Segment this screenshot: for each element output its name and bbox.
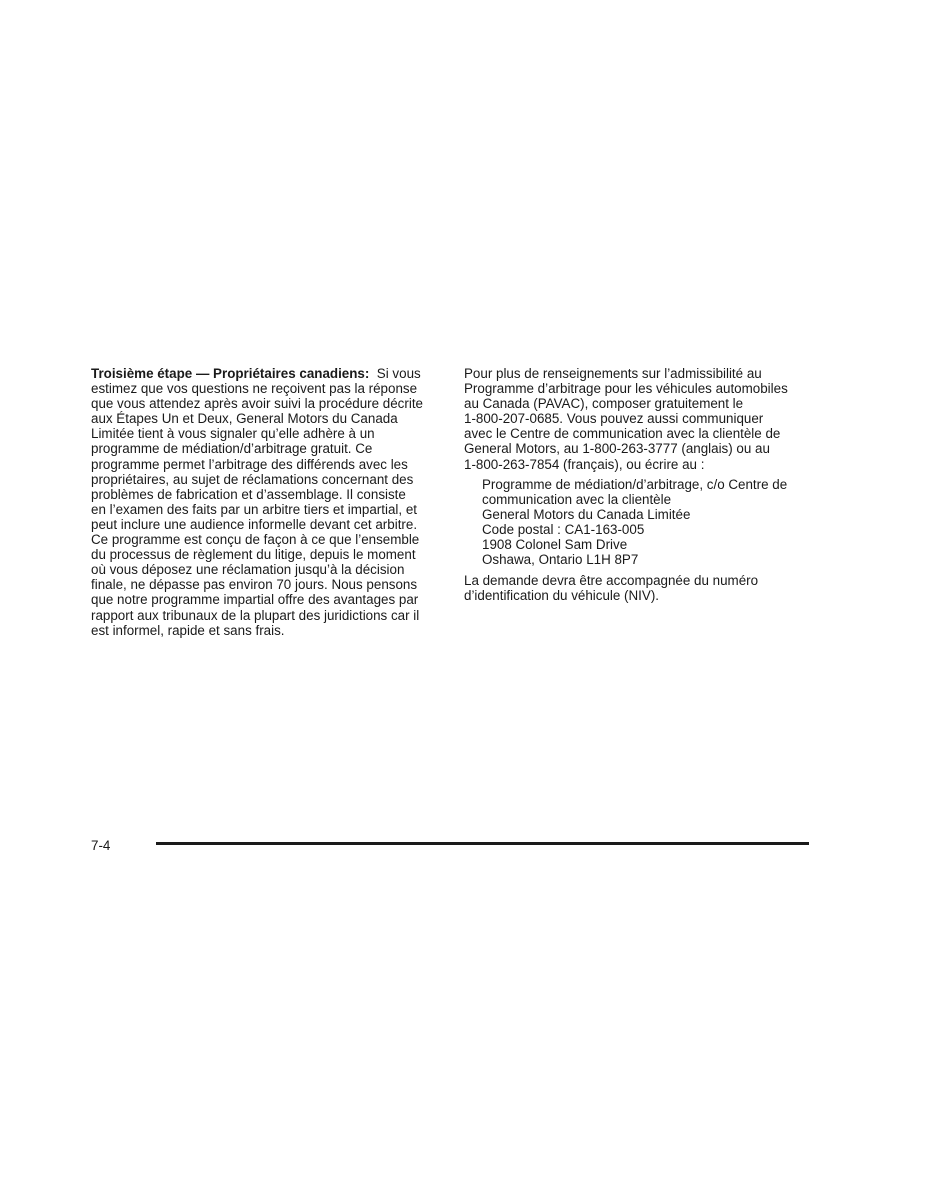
address-line: communication avec la clientèle [482, 491, 672, 507]
page-number: 7-4 [91, 838, 111, 853]
body-line: peut inclure une audience informelle devant cet arbitre. [91, 516, 418, 532]
closing-paragraph [464, 573, 809, 603]
address-line: 1908 Colonel Sam Drive [482, 537, 628, 553]
body-line: Limitée tient à vous signaler qu’elle adhère à un [91, 426, 375, 442]
body-line: problèmes de fabrication et d’assemblage. Il consiste [91, 486, 406, 502]
phone-line: 1-800-207-0685. Vous pouvez aussi communiquer [464, 411, 764, 427]
right-column [464, 366, 809, 603]
body-line: rapport aux tribunaux de la plupart des juridictions car il [91, 607, 420, 623]
body-line: finale, ne dépasse pas environ 70 jours. Nous pensons [91, 577, 418, 593]
body-line: propriétaires, au sujet de réclamations concernant des [91, 471, 414, 487]
body-line: Pour plus de renseignements sur l’admissibilité au [464, 366, 762, 381]
body-line: Programme d’arbitrage pour les véhicules automobiles [464, 381, 788, 397]
body-line: en l’examen des faits par un arbitre tiers et impartial, et [91, 501, 417, 517]
body-line: avec le Centre de communication avec la clientèle de [464, 426, 781, 442]
phone-line: General Motors, au 1-800-263-3777 (anglais) ou au [464, 441, 770, 457]
footer-rule [156, 842, 809, 845]
body-line: que vous attendez après avoir suivi la procédure décrite [91, 396, 423, 412]
body-line: du processus de règlement du litige, depuis le moment [91, 547, 416, 563]
left-first-line [91, 366, 436, 381]
contact-paragraph [464, 366, 809, 472]
address-line: Oshawa, Ontario L1H 8P7 [482, 552, 639, 568]
address-line: Code postal : CA1-163-005 [482, 521, 645, 537]
address-line: Programme de médiation/d’arbitrage, c/o Centre de [482, 476, 788, 492]
body-line: est informel, rapide et sans frais. [91, 622, 285, 638]
body-line: estimez que vos questions ne reçoivent pas la réponse [91, 381, 418, 397]
body-line: programme de médiation/d’arbitrage gratuit. Ce [91, 441, 373, 457]
left-column [91, 366, 436, 638]
address-line: General Motors du Canada Limitée [482, 506, 691, 522]
body-line: au Canada (PAVAC), composer gratuitement le [464, 396, 744, 412]
mailing-address [482, 477, 809, 568]
body-line: que notre programme impartial offre des avantages par [91, 592, 419, 608]
phone-line: 1-800-263-7854 (français), ou écrire au : [464, 456, 705, 472]
body-line: où vous déposez une réclamation jusqu’à la décision [91, 562, 405, 578]
section-heading: Troisième étape — Propriétaires canadiens: [91, 366, 370, 381]
heading-continuation: Si vous [376, 366, 421, 381]
body-line: programme permet l’arbitrage des différends avec les [91, 456, 408, 472]
body-line: aux Étapes Un et Deux, General Motors du Canada [91, 411, 398, 427]
body-line: d’identification du véhicule (NIV). [464, 588, 660, 604]
body-line: Ce programme est conçu de façon à ce que l’ensemble [91, 532, 420, 548]
body-line: La demande devra être accompagnée du numéro [464, 573, 759, 589]
